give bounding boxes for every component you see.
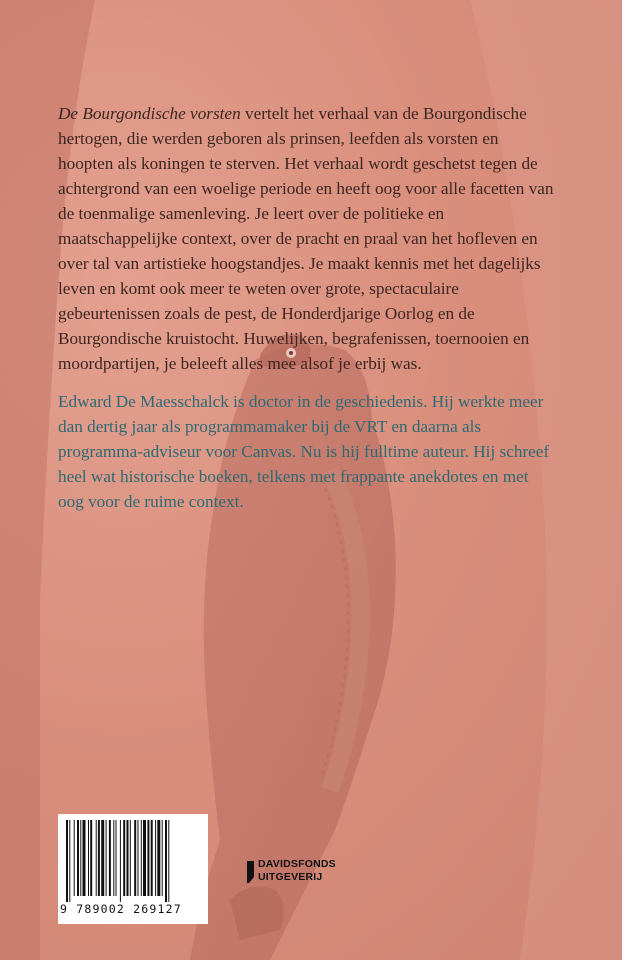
publisher-subtitle: UITGEVERIJ <box>258 871 323 883</box>
publisher-logo <box>246 858 376 888</box>
barcode <box>58 814 208 924</box>
book-blurb <box>58 101 558 376</box>
publisher-name: DAVIDSFONDS <box>258 858 336 870</box>
blurb-text: vertelt het verhaal van de Bourgondische hertogen, die werden geboren als prinsen, leefden als vorsten en hoopten als koningen te sterven. Het verhaal wordt geschetst tegen de achtergrond van een woelige periode en heeft oog voor alle facetten van de toenmalige samenleving. Je leert over de politieke en maatschappelijke context, over de pracht en praal van het hofleven en over tal van artistieke hoogstandjes. Je maakt kennis met het dagelijks leven en komt ook meer te weten over grote, spectaculaire gebeurtenissen zoals de pest, de Honderdjarige Oorlog en de Bourgondische kruistocht. Huwelijken, begrafenissen, toernooien en moordpartijen, je beleeft alles mee alsof je erbij was. <box>58 104 554 373</box>
author-bio: Edward De Maesschalck is doctor in de geschiedenis. Hij werkte meer dan dertig jaar als programmamaker bij de VRT en daarna als programma-adviseur voor Canvas. Nu is hij fulltime auteur. Hij schreef heel wat historische boeken, telkens met frappante anekdotes en met oog voor de ruime context. <box>58 392 550 511</box>
barcode-bars <box>64 820 202 902</box>
isbn-number: 9 789002 269127 <box>60 902 182 916</box>
book-title: De Bourgondische vorsten <box>58 104 241 123</box>
publisher-mark-icon <box>246 861 256 883</box>
